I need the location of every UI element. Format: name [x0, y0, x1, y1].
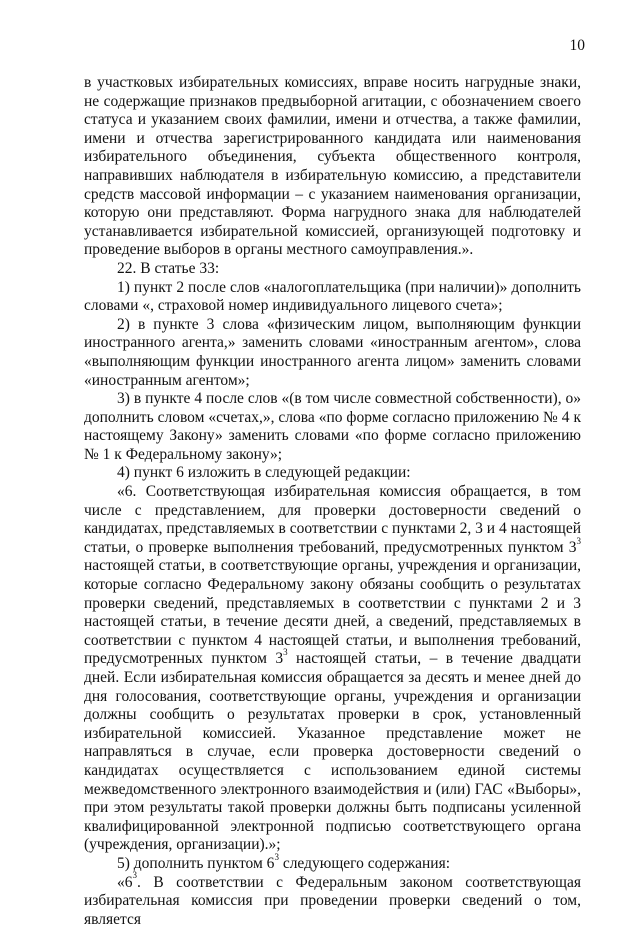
- superscript: 3: [132, 870, 137, 881]
- paragraph-item-5: [84, 851, 581, 874]
- paragraph-item-1: 1) пункт 2 после слов «налогоплательщика (при наличии)» дополнить словами «, страховой номер индивидуального лицевого счета»;: [84, 278, 581, 315]
- point-6-3-text: . В соответствии с Федеральным законом соответствующая избирательная комиссия при проведении проверки сведений о том, является: [84, 873, 581, 928]
- superscript: 3: [283, 647, 288, 658]
- paragraph-article-22: 22. В статье 33:: [117, 259, 220, 277]
- superscript: 3: [576, 535, 581, 546]
- paragraph-point-6-3: [84, 870, 581, 929]
- paragraph-item-3: 3) в пункте 4 после слов «(в том числе совместной собственности), о» дополнить словом «счетах,», слова «по форме согласно приложению № 4 к настоящему Закону» заменить словами «по форме согласно приложению № 1 к Федеральному закону»;: [84, 390, 581, 463]
- superscript: 3: [274, 851, 279, 862]
- item-5-text-b: следующего содержания:: [282, 854, 451, 872]
- paragraph-point-6: [84, 483, 581, 855]
- point-6-text-c: настоящей статьи, – в течение двадцати дней. Если избирательная комиссия обращается за десять и менее дней до дня голосования, соответствующие органы, учреждения и организации должны сообщить о результатах проверки в срок, установленный избирательной комиссией. Указанное представление может не направляться в случае, если проверка достоверности сведений о кандидатах осуществляется с использованием единой системы межведомственного электронного взаимодействия и (или) ГАС «Выборы», при этом результаты такой проверки должны быть подписаны усиленной квалифицированной электронной подписью соответствующего органа (учреждения, организации).»;: [84, 650, 581, 854]
- page-number: 10: [569, 37, 585, 54]
- point-6-text-a: «6. Соответствующая избирательная комиссия обращается, в том числе с представлением, для проверки достоверности сведений о кандидатах, представляемых в соответствии с пунктами 2, 3 и 4 настоящей статьи, о проверке выполнения требований, предусмотренных пунктом 3: [84, 483, 581, 556]
- paragraph-continuation: в участковых избирательных комиссиях, вправе носить нагрудные знаки, не содержащие признаков предвыборной агитации, с обозначением своего статуса и указанием своих фамилии, имени и отчества, а также фамилии, имени и отчества зарегистрированного кандидата или наименования избирательного объединения, субъекта общественного контроля, направивших наблюдателя в избирательную комиссию, а представители средств массовой информации – с указанием наименования организации, которую они представляют. Форма нагрудного знака для наблюдателей устанавливается избирательной комиссией, организующей подготовку и проведение выборов в органы местного самоуправления.».: [84, 74, 581, 259]
- paragraph-item-2: 2) в пункте 3 слова «физическим лицом, выполняющим функции иностранного агента,» заменить словами «иностранным агентом», слова «выполняющим функции иностранного агента лицом» заменить словами «иностранным агентом»;: [84, 315, 581, 389]
- document-body: [84, 74, 581, 929]
- point-6-text-b: настоящей статьи, в соответствующие органы, учреждения и организации, которые согласно Федеральному закону обязаны сообщить о результатах проверки сведений, представляемых в соответствии с пунктами 2 и 3 настоящей статьи, в течение десяти дней, а сведений, представляемых в соответствии с пунктом 4 настоящей статьи, и выполнения требований, предусмотренных пунктом 3: [84, 557, 581, 668]
- point-6-3-start: «6: [117, 873, 133, 891]
- item-5-text-a: 5) дополнить пунктом 6: [117, 854, 275, 872]
- paragraph-item-4: 4) пункт 6 изложить в следующей редакции:: [117, 464, 411, 482]
